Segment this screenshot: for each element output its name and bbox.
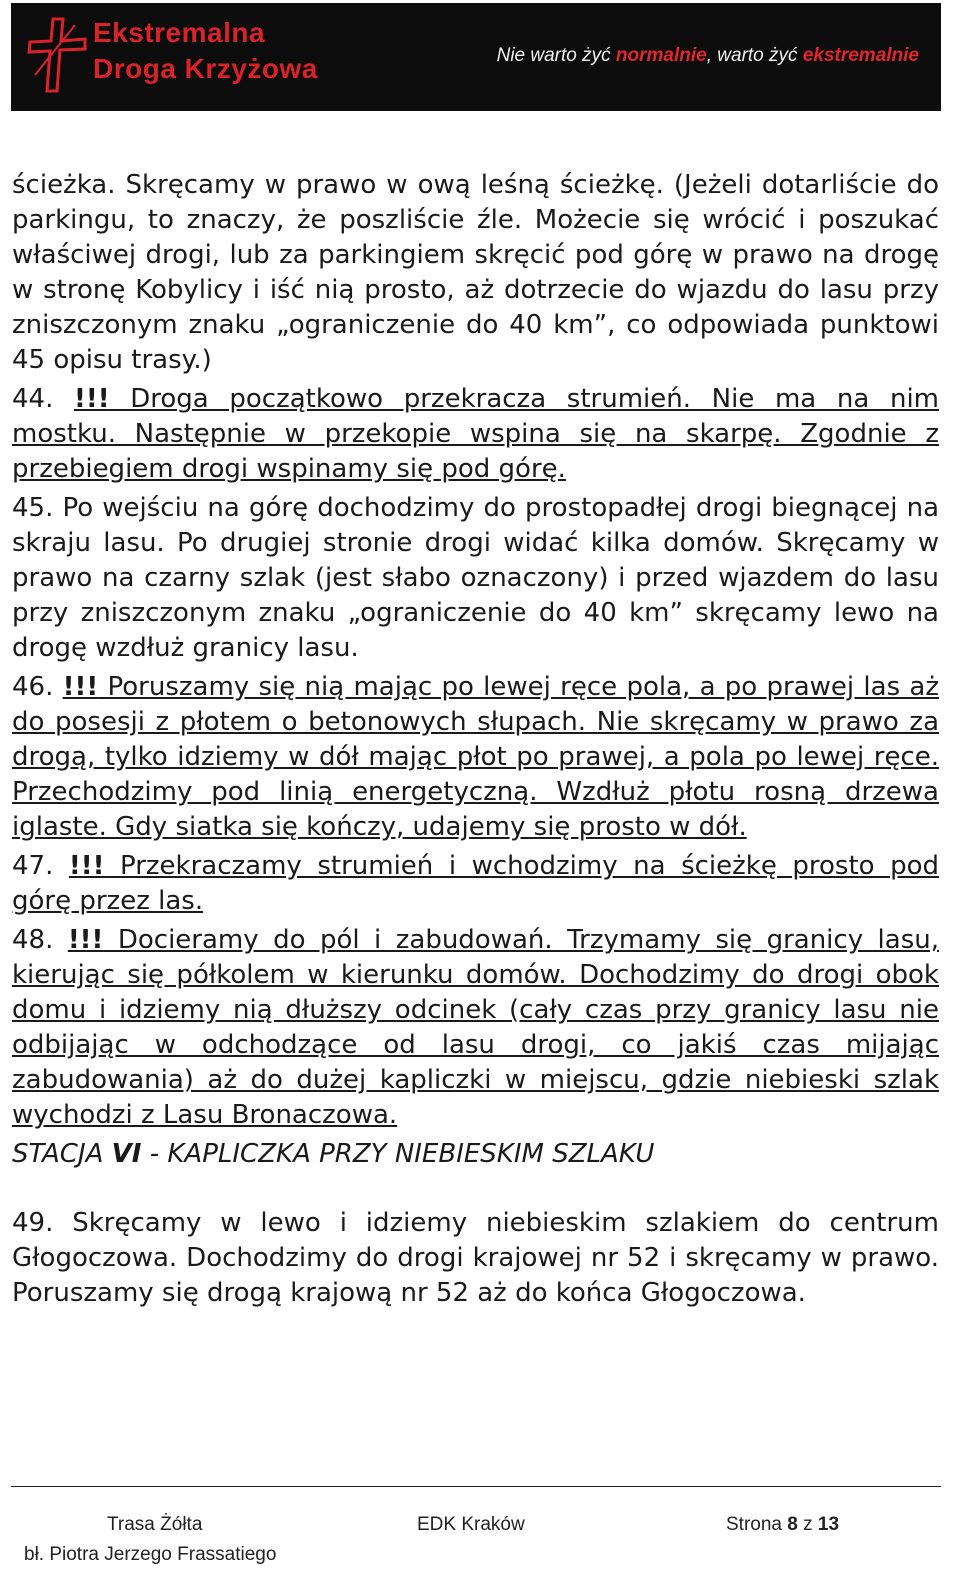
step-47 bbox=[12, 849, 939, 919]
cross-logo-icon bbox=[25, 15, 95, 95]
step-49: 49. Skręcamy w lewo i idziemy niebieskim szlakiem do centrum Głogoczowa. Dochodzimy do drogi krajowej nr 52 i skręcamy w prawo. Poruszamy się drogą krajową nr 52 aż do końca Głogoczowa. bbox=[12, 1208, 939, 1308]
step-number: 48. bbox=[12, 925, 68, 955]
intro-paragraph: ścieżka. Skręcamy w prawo w ową leśną ścieżkę. (Jeżeli dotarliście do parkingu, to znaczy, że poszliście źle. Możecie się wrócić i poszukać właściwej drogi, lub za parkingiem skręcić pod górę w prawo na drogę w stronę Kobylicy i iść nią prosto, aż dotrzecie do wjazdu do lasu przy zniszczonym znaku „ograniczenie do 40 km”, co odpowiada punktowi 45 opisu trasy.) bbox=[12, 170, 939, 375]
step-text: Docieramy do pól i zabudowań. Trzymamy się granicy lasu, kierując się półkolem w kierunku domów. Dochodzimy do drogi obok domu i idziemy nią dłuższy odcinek (cały czas przy granicy lasu nie odbijając w odchodzące od lasu drogi, co jakiś czas mijając zabudowania) aż do dużej kapliczki w miejscu, gdzie niebieski szlak wychodzi z Lasu Bronaczowa. bbox=[12, 925, 939, 1130]
step-number: 44. bbox=[12, 384, 75, 414]
step-number: 46. bbox=[12, 672, 63, 702]
step-text: Przekraczamy strumień i wchodzimy na ścieżkę prosto pod górę przez las. bbox=[12, 851, 939, 916]
step-text: Poruszamy się nią mając po lewej ręce pola, a po prawej las aż do posesji z płotem o betonowych słupach. Nie skręcamy w prawo za drogą, tylko idziemy w dół mając płot po prawej, a pola po lewej ręce. Przechodzimy pod linią energetyczną. Wzdłuż płotu rosną drzewa iglaste. Gdy siatka się kończy, udajemy się prosto w dół. bbox=[12, 672, 939, 842]
footer-patron: bł. Piotra Jerzego Frassatiego bbox=[24, 1544, 277, 1565]
route-description bbox=[12, 168, 939, 1315]
footer-page-number: Strona 8 z 13 bbox=[726, 1514, 840, 1535]
footer-route: Trasa Żółta bbox=[107, 1514, 203, 1535]
header-slogan: Nie warto żyć normalnie, warto żyć ekstremalnie bbox=[496, 45, 919, 66]
warning-marker: !!! bbox=[68, 851, 105, 881]
step-44 bbox=[12, 382, 939, 487]
warning-marker: !!! bbox=[67, 925, 104, 955]
station-number: VI bbox=[111, 1139, 142, 1169]
footer-divider bbox=[11, 1486, 941, 1487]
step-45: 45. Po wejściu na górę dochodzimy do prostopadłej drogi biegnącej na skraju lasu. Po drugiej stronie drogi widać kilka domów. Skręcamy w prawo na czarny szlak (jest słabo oznaczony) i przed wjazdem do lasu przy zniszczonym znaku „ograniczenie do 40 km” skręcamy lewo na drogę wzdłuż granicy lasu. bbox=[12, 493, 939, 663]
header-banner bbox=[11, 3, 941, 111]
step-text: Droga początkowo przekracza strumień. Nie ma na nim mostku. Następnie w przekopie wspina się na skarpę. Zgodnie z przebiegiem drogi wspinamy się pod górę. bbox=[12, 384, 939, 484]
step-46 bbox=[12, 670, 939, 845]
logo-title-line2: Droga Krzyżowa bbox=[93, 53, 318, 84]
step-number: 47. bbox=[12, 851, 69, 881]
warning-marker: !!! bbox=[74, 384, 110, 414]
footer-org: EDK Kraków bbox=[417, 1514, 525, 1535]
station-heading: STACJA VI - KAPLICZKA PRZY NIEBIESKIM SZLAKU bbox=[12, 1139, 655, 1169]
step-48 bbox=[12, 923, 939, 1133]
logo-title-line1: Ekstremalna bbox=[93, 17, 266, 48]
warning-marker: !!! bbox=[62, 672, 99, 702]
